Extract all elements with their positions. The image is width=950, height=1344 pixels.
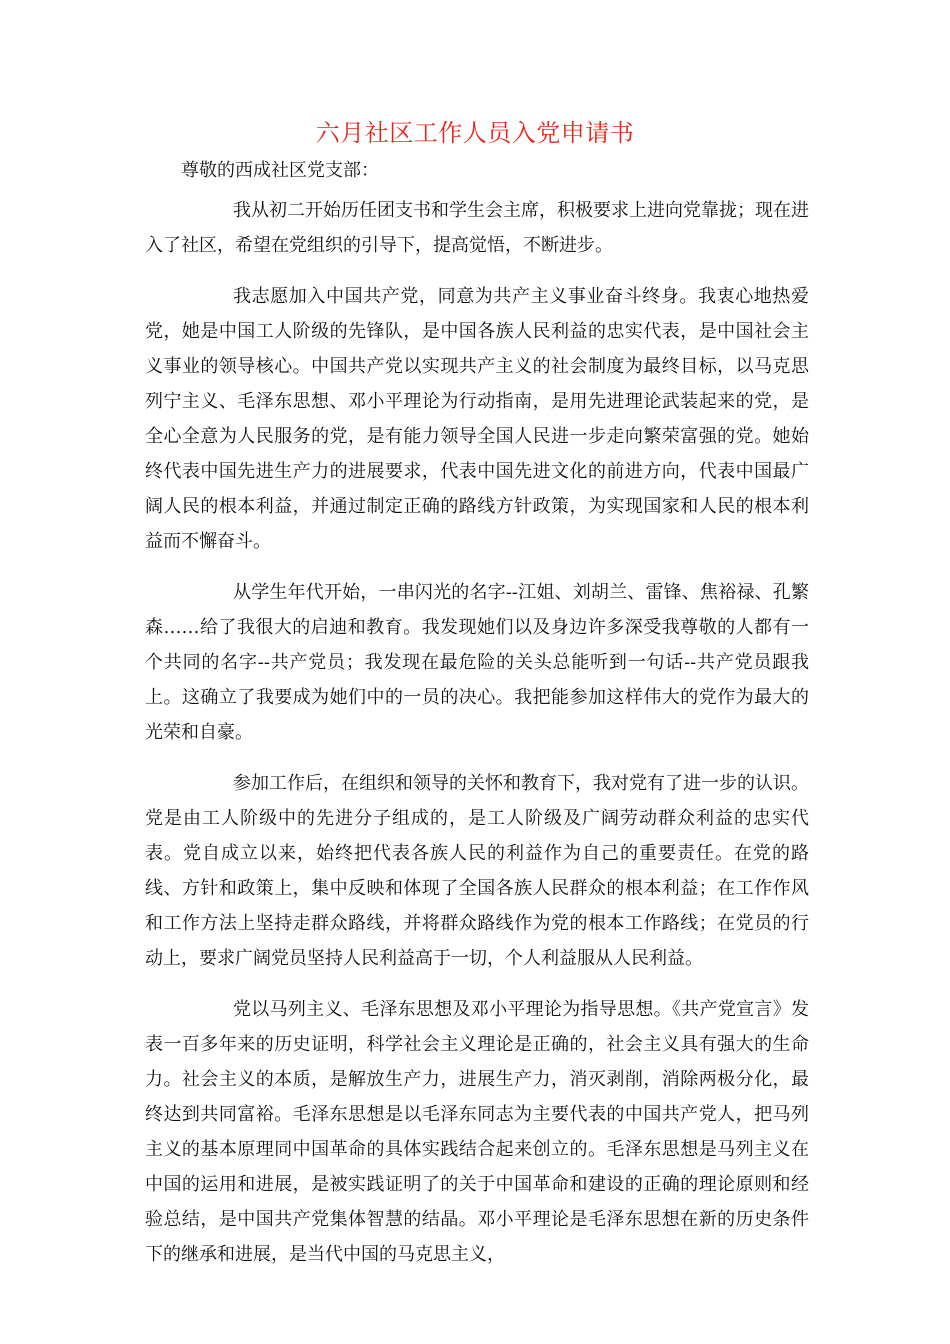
paragraph-3: 从学生年代开始，一串闪光的名字--江姐、刘胡兰、雷锋、焦裕禄、孔繁森……给了我很大的启迪和教育。我发现她们以及身边许多深受我尊敬的人都有一个共同的名字--共产党员；我发现在最危险的关头总能听到一句话--共产党员跟我上。这确立了我要成为她们中的一员的决心。我把能参加这样伟大的党作为最大的光荣和自豪。 bbox=[145, 582, 809, 743]
paragraph-1: 我从初二开始历任团支书和学生会主席，积极要求上进向党靠拢；现在进入了社区，希望在党组织的引导下，提高觉悟，不断进步。 bbox=[145, 200, 809, 256]
document-body bbox=[145, 193, 809, 1288]
salutation: 尊敬的西成社区党支部： bbox=[181, 160, 379, 181]
paragraph-2: 我志愿加入中国共产党，同意为共产主义事业奋斗终身。我衷心地热爱党，她是中国工人阶级的先锋队，是中国各族人民利益的忠实代表，是中国社会主义事业的领导核心。中国共产党以实现共产主义的社会制度为最终目标，以马克思列宁主义、毛泽东思想、邓小平理论为行动指南，是用先进理论武装起来的党，是全心全意为人民服务的党，是有能力领导全国人民进一步走向繁荣富强的党。她始终代表中国先进生产力的进展要求，代表中国先进文化的前进方向，代表中国最广阔人民的根本利益，并通过制定正确的路线方针政策，为实现国家和人民的根本利益而不懈奋斗。 bbox=[145, 286, 809, 552]
paragraph-4: 参加工作后，在组织和领导的关怀和教育下，我对党有了进一步的认识。党是由工人阶级中的先进分子组成的，是工人阶级及广阔劳动群众利益的忠实代表。党自成立以来，始终把代表各族人民的利益作为自己的重要责任。在党的路线、方针和政策上，集中反映和体现了全国各族人民群众的根本利益；在工作作风和工作方法上坚持走群众路线，并将群众路线作为党的根本工作路线；在党员的行动上，要求广阔党员坚持人民利益高于一切，个人利益服从人民利益。 bbox=[145, 773, 809, 969]
document-title: 六月社区工作人员入党申请书 bbox=[315, 119, 635, 147]
paragraph-5: 党以马列主义、毛泽东思想及邓小平理论为指导思想。《共产党宣言》发表一百多年来的历史证明，科学社会主义理论是正确的，社会主义具有强大的生命力。社会主义的本质，是解放生产力，进展生产力，消灭剥削，消除两极分化，最终达到共同富裕。毛泽东思想是以毛泽东同志为主要代表的中国共产党人，把马列主义的基本原理同中国革命的具体实践结合起来创立的。毛泽东思想是马列主义在中国的运用和进展，是被实践证明了的关于中国革命和建设的正确的理论原则和经验总结，是中国共产党集体智慧的结晶。邓小平理论是毛泽东思想在新的历史条件下的继承和进展，是当代中国的马克思主义， bbox=[145, 999, 809, 1265]
